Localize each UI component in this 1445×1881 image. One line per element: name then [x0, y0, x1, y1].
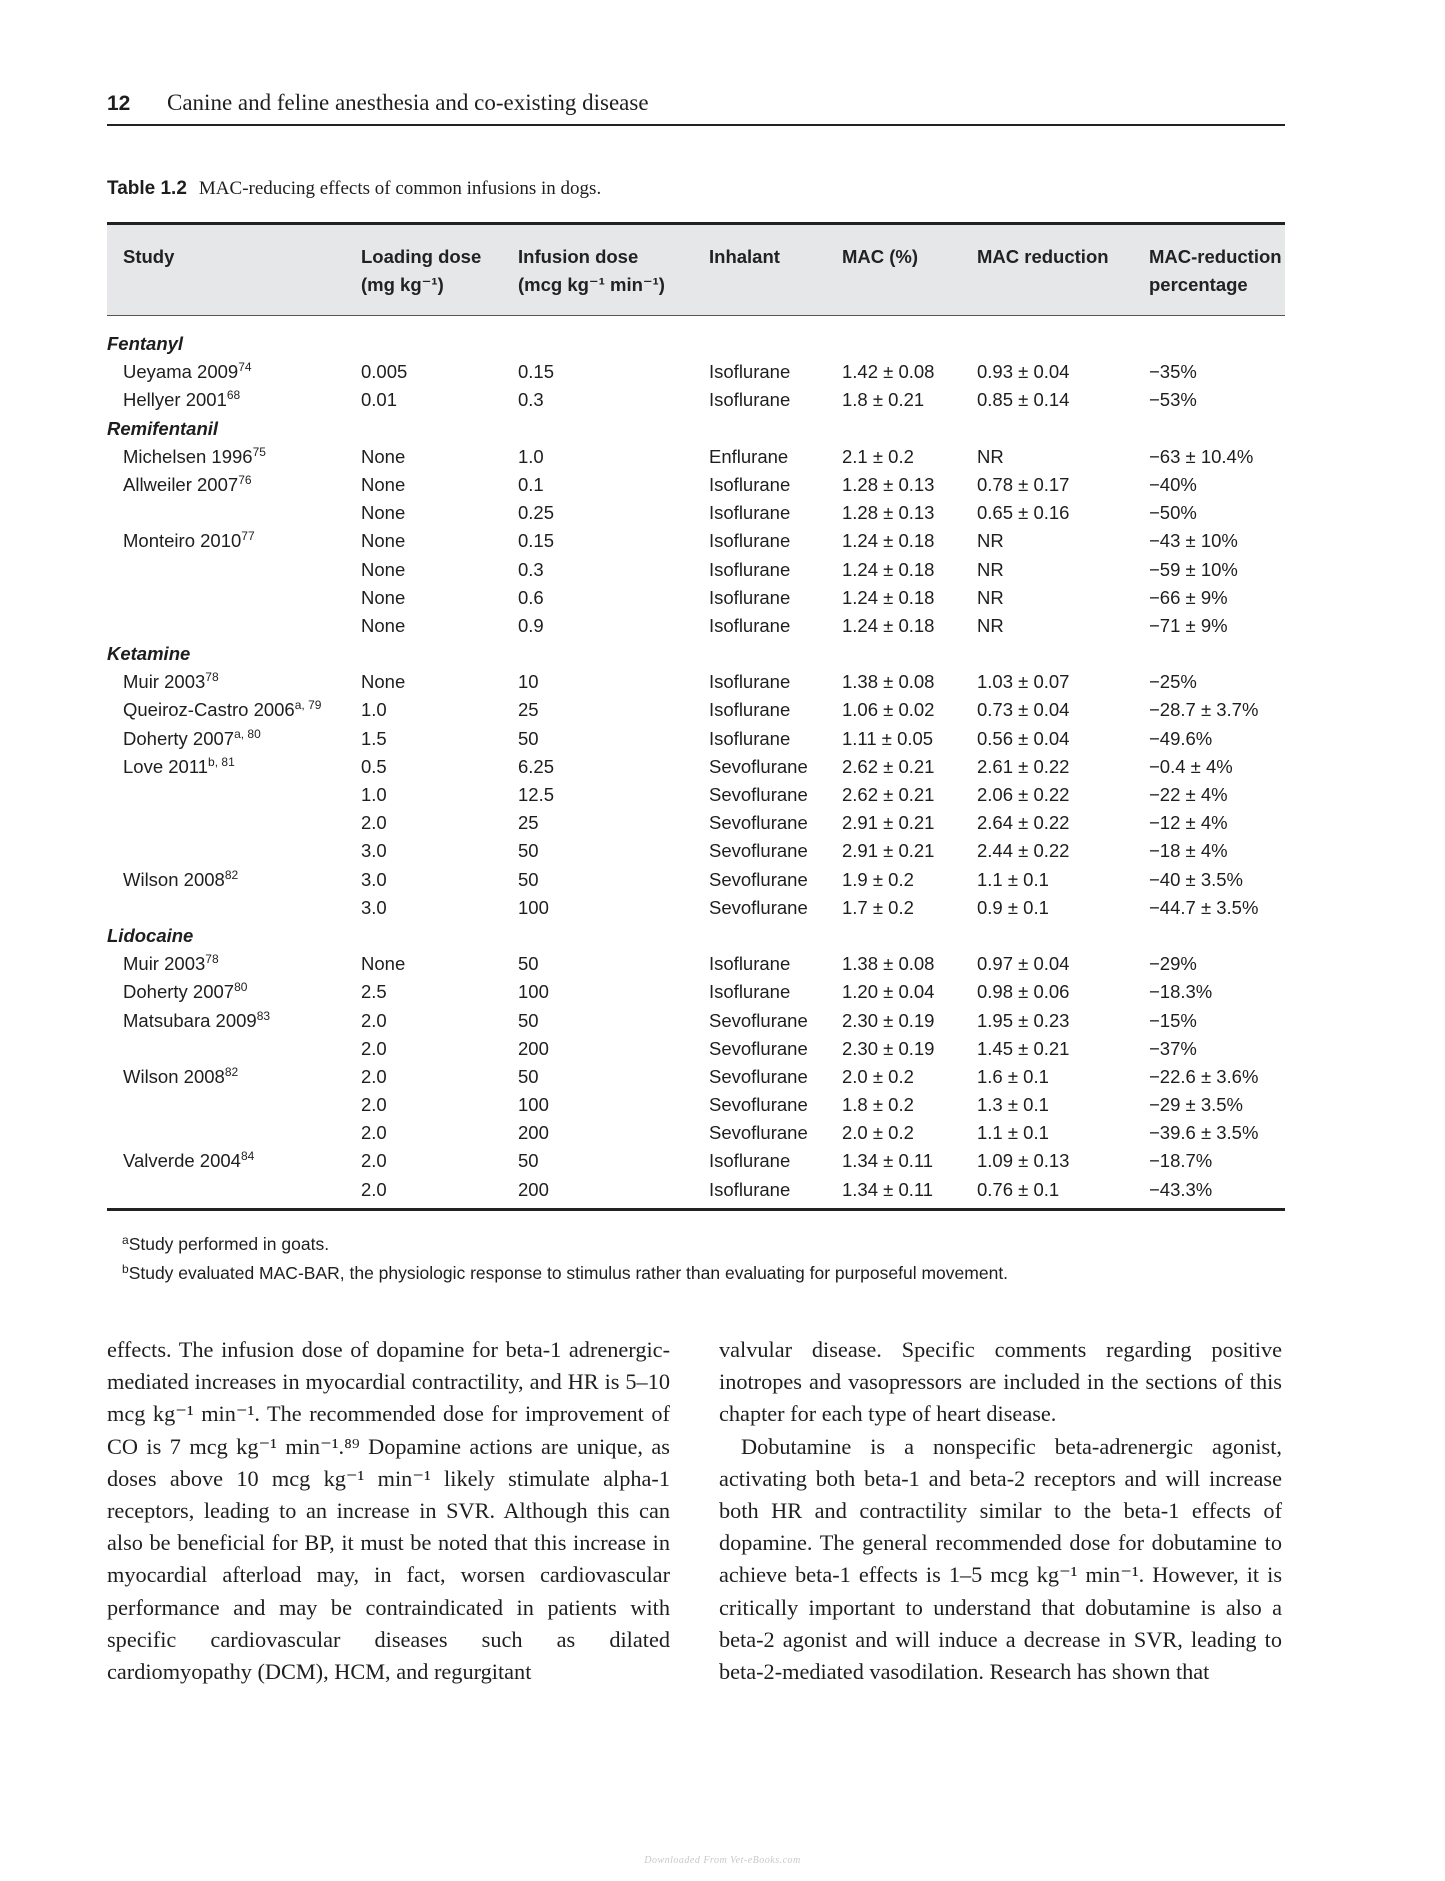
- table-cell: −66 ± 9%: [1149, 586, 1228, 608]
- table-cell: 2.0 ± 0.2: [842, 1122, 914, 1144]
- study-name: Muir 2003: [123, 671, 206, 693]
- table-cell: −28.7 ± 3.7%: [1149, 699, 1259, 721]
- table-cell: −49.6%: [1149, 727, 1213, 749]
- table-cell: 1.0: [518, 445, 544, 467]
- reference-mark: 75: [252, 444, 266, 459]
- table-group-row: [107, 415, 1285, 443]
- study-name: Ueyama 2009: [123, 361, 239, 383]
- table-cell: 2.0 ± 0.2: [842, 1065, 914, 1087]
- table-cell: 1.11 ± 0.05: [842, 727, 934, 749]
- running-title: Canine and feline anesthesia and co-existing disease: [167, 90, 649, 115]
- study-name: Michelsen 1996: [123, 445, 253, 467]
- table-cell: 0.3: [518, 558, 544, 580]
- drug-group-label: Fentanyl: [107, 333, 184, 354]
- table-cell: −53%: [1149, 389, 1197, 411]
- drug-group-label: Ketamine: [107, 643, 191, 665]
- table-cell: 1.24 ± 0.18: [842, 558, 935, 580]
- table-cell: 2.5: [361, 981, 387, 1003]
- table-cell: 0.65 ± 0.16: [977, 502, 1070, 524]
- study-cell: [123, 1007, 270, 1035]
- table-cell: 200: [518, 1178, 549, 1200]
- table-cell: None: [361, 671, 406, 693]
- table-cell: 2.91 ± 0.21: [842, 812, 935, 834]
- table-row: [107, 499, 1285, 527]
- table-row: [107, 358, 1285, 386]
- table-footnotes: [122, 1230, 1008, 1288]
- table-cell: 1.09 ± 0.13: [977, 1150, 1070, 1172]
- table-row: [107, 1035, 1285, 1063]
- table-cell: 2.0: [361, 1065, 387, 1087]
- reference-mark: 83: [256, 1008, 271, 1023]
- table-cell: Enflurane: [709, 445, 789, 467]
- reference-mark: 78: [205, 670, 219, 685]
- reference-mark: 68: [226, 388, 241, 403]
- study-name: Hellyer 2001: [123, 389, 227, 411]
- paragraph: effects. The infusion dose of dopamine for beta-1 adrenergic-mediated increases in myocardial contractility, and HR is 5–10 mcg kg⁻¹ min⁻¹. The recommended dose for improvement of CO is 7 mcg kg⁻¹ min⁻¹.⁸⁹ Dopamine actions are unique, as doses above 10 mcg kg⁻¹ min⁻¹ likely stimulate alpha-1 receptors, leading to an increase in SVR. Although this can also be beneficial for BP, it must be noted that this increase in myocardial afterload may, in fact, worsen cardiovascular performance and may be contraindicated in patients with specific cardiovascular diseases such as dilated cardiomyopathy (DCM), HCM, and regurgitant: [107, 1337, 670, 1685]
- study-cell: [123, 1063, 238, 1091]
- watermark: Downloaded From Vet-eBooks.com: [644, 1855, 801, 1866]
- table-cell: 0.73 ± 0.04: [977, 699, 1070, 721]
- table-cell: −18 ± 4%: [1149, 840, 1228, 862]
- study-name: Muir 2003: [123, 953, 206, 975]
- mac-table: [107, 222, 1285, 1211]
- table-cell: Isoflurane: [709, 473, 791, 495]
- table-cell: 100: [518, 896, 549, 918]
- table-cell: 2.0: [361, 1094, 387, 1116]
- table-row: [107, 668, 1285, 696]
- table-cell: 2.61 ± 0.22: [977, 755, 1070, 777]
- table-cell: −59 ± 10%: [1149, 558, 1238, 580]
- table-cell: 2.0: [361, 1178, 387, 1200]
- table-cell: NR: [977, 445, 1004, 467]
- reference-mark: 80: [234, 980, 248, 995]
- reference-mark: 76: [238, 472, 252, 487]
- table-cell: 3.0: [361, 868, 387, 890]
- table-cell: 1.24 ± 0.18: [842, 614, 935, 636]
- table-cell: 2.0: [361, 1150, 387, 1172]
- table-row: [107, 471, 1285, 499]
- table-row: [107, 1176, 1285, 1204]
- table-row: [107, 443, 1285, 471]
- table-cell: −22 ± 4%: [1149, 784, 1228, 805]
- table-cell: 2.62 ± 0.21: [842, 755, 935, 777]
- table-cell: 2.0: [361, 1009, 387, 1031]
- table-cell: −18.7%: [1149, 1150, 1213, 1172]
- table-cell: Sevoflurane: [709, 1065, 808, 1087]
- table-cell: 50: [518, 840, 539, 862]
- body-column-right: [719, 1334, 1282, 1688]
- table-cell: 1.42 ± 0.08: [842, 361, 935, 383]
- table-cell: NR: [977, 558, 1004, 580]
- table-cell: Isoflurane: [709, 389, 791, 411]
- table-row: [107, 1091, 1285, 1119]
- table-cell: 2.30 ± 0.19: [842, 1037, 935, 1059]
- table-row: [107, 696, 1285, 724]
- table-cell: None: [361, 953, 406, 975]
- table-cell: 0.56 ± 0.04: [977, 727, 1070, 749]
- table-cell: −29 ± 3.5%: [1149, 1094, 1243, 1116]
- table-cell: −22.6 ± 3.6%: [1149, 1065, 1259, 1087]
- table-row: [107, 527, 1285, 555]
- table-cell: 1.38 ± 0.08: [842, 671, 935, 693]
- table-group-row: [107, 330, 1285, 358]
- column-header-infusion-dose: Infusion dose (mcg kg⁻¹ min⁻¹): [518, 246, 665, 295]
- table-cell: 12.5: [518, 784, 555, 805]
- table-cell: 0.15: [518, 361, 555, 383]
- table-cell: 1.0: [361, 699, 387, 721]
- table-row: [107, 866, 1285, 894]
- table-cell: 0.97 ± 0.04: [977, 953, 1070, 975]
- page-number: 12: [107, 92, 131, 115]
- table-row: [107, 837, 1285, 865]
- table-cell: 1.03 ± 0.07: [977, 671, 1070, 693]
- table-cell: 25: [518, 812, 539, 834]
- study-cell: [123, 725, 261, 753]
- study-name: Valverde 2004: [123, 1150, 241, 1172]
- table-caption: [107, 178, 601, 200]
- footnote: $^a$Study performed in goats.: [122, 1233, 330, 1254]
- column-header-inhalant: Inhalant: [709, 246, 780, 267]
- table-cell: 0.93 ± 0.04: [977, 361, 1070, 383]
- table-cell: 0.78 ± 0.17: [977, 473, 1070, 495]
- table-cell: Isoflurane: [709, 1178, 791, 1200]
- study-name: Matsubara 2009: [123, 1009, 257, 1031]
- table-cell: 2.91 ± 0.21: [842, 840, 935, 862]
- table-cell: −37%: [1149, 1037, 1197, 1059]
- table-row: [107, 753, 1285, 781]
- table-cell: 1.8 ± 0.21: [842, 389, 925, 411]
- table-cell: NR: [977, 614, 1004, 636]
- table-cell: NR: [977, 586, 1004, 608]
- paragraph: valvular disease. Specific comments regarding positive inotropes and vasopressors are included in the sections of this chapter for each type of heart disease.: [719, 1337, 1282, 1427]
- table-cell: 1.6 ± 0.1: [977, 1065, 1049, 1087]
- table-cell: 0.9 ± 0.1: [977, 896, 1049, 918]
- study-cell: [123, 753, 235, 781]
- table-cell: Sevoflurane: [709, 840, 808, 862]
- reference-mark: a, 80: [234, 726, 261, 741]
- table-cell: 0.6: [518, 586, 544, 608]
- study-name: Allweiler 2007: [123, 473, 239, 495]
- table-cell: Isoflurane: [709, 502, 791, 524]
- table-bottom-rule: [107, 1208, 1285, 1211]
- table-cell: Isoflurane: [709, 530, 791, 552]
- table-row: [107, 1119, 1285, 1147]
- table-label: Table 1.2: [107, 178, 187, 199]
- table-cell: 1.34 ± 0.11: [842, 1150, 934, 1172]
- table-cell: Sevoflurane: [709, 784, 808, 805]
- study-cell: [123, 471, 252, 499]
- body-column-left: [107, 1334, 670, 1688]
- table-row: [107, 1147, 1285, 1175]
- column-header-mac-reduction: MAC reduction: [977, 246, 1109, 267]
- study-name: Queiroz-Castro 2006: [123, 699, 295, 721]
- table-row: [107, 584, 1285, 612]
- table-cell: Sevoflurane: [709, 755, 808, 777]
- table-cell: 1.9 ± 0.2: [842, 868, 914, 890]
- table-cell: 0.3: [518, 389, 544, 411]
- study-cell: [123, 358, 252, 386]
- table-cell: Isoflurane: [709, 727, 791, 749]
- table-cell: Sevoflurane: [709, 1037, 808, 1059]
- table-cell: 1.28 ± 0.13: [842, 473, 935, 495]
- table-cell: Isoflurane: [709, 586, 791, 608]
- table-row: [107, 1007, 1285, 1035]
- study-cell: [123, 696, 321, 724]
- table-cell: 0.76 ± 0.1: [977, 1178, 1060, 1200]
- table-cell: 1.28 ± 0.13: [842, 502, 935, 524]
- footnote: $^b$Study evaluated MAC-BAR, the physiologic response to stimulus rather than evaluating for purposeful movement.: [122, 1262, 1009, 1283]
- table-cell: 1.8 ± 0.2: [842, 1094, 914, 1116]
- table-cell: −25%: [1149, 671, 1197, 693]
- table-cell: Sevoflurane: [709, 1122, 808, 1144]
- table-cell: −40%: [1149, 473, 1197, 495]
- table-cell: 0.98 ± 0.06: [977, 981, 1070, 1003]
- column-header-loading-dose: Loading dose (mg kg⁻¹): [361, 246, 482, 295]
- table-cell: 2.30 ± 0.19: [842, 1009, 935, 1031]
- table-row: [107, 809, 1285, 837]
- table-cell: Isoflurane: [709, 1150, 791, 1172]
- table-body: [107, 330, 1285, 1204]
- study-cell: [123, 386, 240, 414]
- table-cell: None: [361, 473, 406, 495]
- table-cell: Sevoflurane: [709, 1009, 808, 1031]
- table-row: [107, 1063, 1285, 1091]
- table-cell: 2.1 ± 0.2: [842, 445, 914, 467]
- table-cell: 1.34 ± 0.11: [842, 1178, 934, 1200]
- study-cell: [123, 443, 266, 471]
- table-cell: None: [361, 558, 406, 580]
- table-cell: 1.38 ± 0.08: [842, 953, 935, 975]
- table-cell: Isoflurane: [709, 953, 791, 975]
- study-name: Wilson 2008: [123, 868, 225, 890]
- table-cell: −50%: [1149, 502, 1197, 524]
- table-cell: 50: [518, 868, 539, 890]
- table-cell: −63 ± 10.4%: [1149, 445, 1254, 467]
- table-group-row: [107, 922, 1285, 950]
- table-row: [107, 725, 1285, 753]
- table-cell: None: [361, 586, 406, 608]
- table-group-row: [107, 640, 1285, 668]
- page-header: [107, 90, 1285, 126]
- table-cell: −40 ± 3.5%: [1149, 868, 1243, 890]
- table-cell: 0.1: [518, 473, 544, 495]
- reference-mark: 82: [224, 1064, 239, 1079]
- table-cell: 1.24 ± 0.18: [842, 586, 935, 608]
- study-cell: [123, 1147, 254, 1175]
- table-cell: Sevoflurane: [709, 812, 808, 834]
- drug-group-label: Remifentanil: [107, 417, 219, 439]
- table-cell: 2.06 ± 0.22: [977, 784, 1070, 805]
- table-cell: 200: [518, 1037, 549, 1059]
- table-cell: 50: [518, 1009, 539, 1031]
- table-cell: 10: [518, 671, 539, 693]
- reference-mark: 74: [238, 360, 252, 375]
- study-cell: [123, 527, 255, 555]
- table-row: [107, 950, 1285, 978]
- study-cell: [123, 950, 219, 978]
- table-header: [107, 222, 1285, 316]
- table-cell: None: [361, 614, 406, 636]
- study-cell: [123, 978, 247, 1006]
- table-row: [107, 894, 1285, 922]
- column-header-mac-reduction-percentage: MAC-reduction percentage: [1149, 246, 1282, 295]
- table-cell: None: [361, 445, 406, 467]
- table-cell: 1.0: [361, 784, 387, 805]
- table-cell: Isoflurane: [709, 671, 791, 693]
- reference-mark: 84: [240, 1149, 255, 1164]
- drug-group-label: Lidocaine: [107, 924, 194, 946]
- study-name: Love 2011: [123, 755, 209, 777]
- table-cell: 50: [518, 1065, 539, 1087]
- paragraph: Dobutamine is a nonspecific beta-adrenergic agonist, activating both beta-1 and beta-2 receptors and will increase both HR and contractility similar to the beta-1 effects of dopamine. The general recommended dose for dobutamine to achieve beta-1 effects is 1–5 mcg kg⁻¹ min⁻¹. However, it is critically important to understand that dobutamine is also a beta-2 agonist and will induce a decrease in SVR, leading to beta-2-mediated vasodilation. Research has shown that: [719, 1433, 1282, 1685]
- table-cell: None: [361, 502, 406, 524]
- table-cell: 1.06 ± 0.02: [842, 699, 935, 721]
- table-cell: Isoflurane: [709, 614, 791, 636]
- table-cell: 100: [518, 981, 549, 1003]
- table-cell: −71 ± 9%: [1149, 614, 1228, 636]
- table-cell: 1.20 ± 0.04: [842, 981, 935, 1003]
- table-cell: 50: [518, 1150, 539, 1172]
- table-row: [107, 612, 1285, 640]
- table-cell: 0.5: [361, 755, 387, 777]
- table-cell: 1.1 ± 0.1: [977, 868, 1049, 890]
- table-cell: 1.95 ± 0.23: [977, 1009, 1070, 1031]
- table-cell: 1.5: [361, 727, 387, 749]
- table-cell: 3.0: [361, 896, 387, 918]
- column-header-study: Study: [123, 246, 175, 267]
- table-cell: 1.24 ± 0.18: [842, 530, 935, 552]
- table-cell: 6.25: [518, 755, 555, 777]
- table-caption-text: MAC-reducing effects of common infusions in dogs.: [198, 178, 602, 199]
- table-cell: −43.3%: [1149, 1178, 1213, 1200]
- table-cell: Isoflurane: [709, 361, 791, 383]
- table-cell: 2.0: [361, 1122, 387, 1144]
- table-cell: 50: [518, 727, 539, 749]
- table-cell: Isoflurane: [709, 981, 791, 1003]
- reference-mark: 82: [224, 867, 239, 882]
- table-cell: 0.15: [518, 530, 555, 552]
- table-cell: 0.01: [361, 389, 398, 411]
- study-name: Wilson 2008: [123, 1065, 225, 1087]
- table-cell: 3.0: [361, 840, 387, 862]
- table-row: [107, 781, 1285, 809]
- table-cell: 2.0: [361, 812, 387, 834]
- table-cell: 1.1 ± 0.1: [977, 1122, 1049, 1144]
- table-cell: 200: [518, 1122, 549, 1144]
- study-cell: [123, 866, 238, 894]
- table-cell: Sevoflurane: [709, 896, 808, 918]
- table-cell: 0.85 ± 0.14: [977, 389, 1070, 411]
- table-cell: −43 ± 10%: [1149, 530, 1238, 552]
- table-cell: −12 ± 4%: [1149, 812, 1228, 834]
- reference-mark: b, 81: [208, 754, 235, 769]
- table-cell: −35%: [1149, 361, 1197, 383]
- table-row: [107, 978, 1285, 1006]
- table-cell: 1.7 ± 0.2: [842, 896, 914, 918]
- table-cell: Sevoflurane: [709, 868, 808, 890]
- table-cell: 0.25: [518, 502, 555, 524]
- table-cell: 0.9: [518, 614, 544, 636]
- table-row: [107, 556, 1285, 584]
- table-cell: −18.3%: [1149, 981, 1213, 1003]
- table-row: [107, 386, 1285, 414]
- table-cell: −15%: [1149, 1009, 1197, 1031]
- study-name: Doherty 2007: [123, 981, 235, 1003]
- table-cell: 2.44 ± 0.22: [977, 840, 1070, 862]
- reference-mark: a, 79: [294, 698, 322, 713]
- table-cell: Isoflurane: [709, 699, 791, 721]
- table-cell: 25: [518, 699, 539, 721]
- table-cell: 0.005: [361, 361, 408, 383]
- study-cell: [123, 668, 219, 696]
- table-cell: 50: [518, 953, 539, 975]
- table-cell: 2.64 ± 0.22: [977, 812, 1070, 834]
- table-cell: −44.7 ± 3.5%: [1149, 896, 1259, 918]
- table-cell: NR: [977, 530, 1004, 552]
- table-cell: 100: [518, 1094, 549, 1116]
- table-cell: −0.4 ± 4%: [1149, 755, 1233, 777]
- study-name: Monteiro 2010: [123, 530, 242, 552]
- table-cell: 1.45 ± 0.21: [977, 1037, 1070, 1059]
- table-cell: −39.6 ± 3.5%: [1149, 1122, 1259, 1144]
- reference-mark: 78: [205, 952, 219, 967]
- table-cell: None: [361, 530, 406, 552]
- table-cell: 1.3 ± 0.1: [977, 1094, 1049, 1116]
- table-cell: 2.62 ± 0.21: [842, 784, 935, 805]
- study-name: Doherty 2007: [123, 727, 235, 749]
- reference-mark: 77: [241, 529, 255, 544]
- table-cell: −29%: [1149, 953, 1197, 975]
- table-cell: 2.0: [361, 1037, 387, 1059]
- column-header-mac: MAC (%): [842, 246, 919, 267]
- table-cell: Sevoflurane: [709, 1094, 808, 1116]
- table-cell: Isoflurane: [709, 558, 791, 580]
